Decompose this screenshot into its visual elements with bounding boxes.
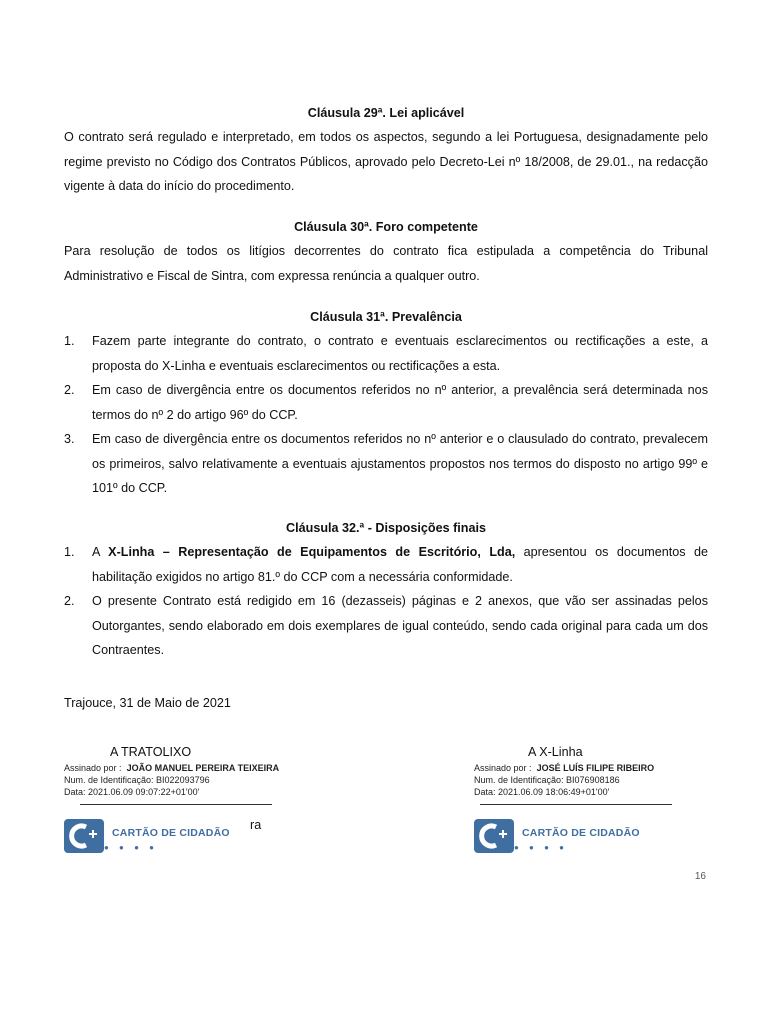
signed-by-label: Assinado por :: [474, 763, 532, 773]
signature-line: [80, 804, 272, 805]
list-number: 2.: [64, 594, 75, 608]
signature-party: A TRATOLIXO: [110, 745, 192, 759]
clause-32: [64, 516, 708, 663]
citizen-card-icon: [474, 819, 514, 853]
list-item-text: Em caso de divergência entre os documentos referidos no nº anterior e o clausulado do contrato, prevalecem os primeiros, salvo relativamente a eventuais ajustamentos propostos nos termos do disposto no artigo 99º e 101º do CCP.: [92, 432, 708, 495]
list-number: 3.: [64, 432, 75, 446]
list-number: 2.: [64, 383, 75, 397]
citizen-card-dots: ● ● ● ●: [104, 843, 158, 852]
list-number: 1.: [64, 334, 75, 348]
clause-30-title: Cláusula 30ª. Foro competente: [294, 220, 478, 234]
clause-32-title: Cláusula 32.ª - Disposições finais: [286, 521, 486, 535]
list-item-prefix: A: [92, 545, 109, 559]
signature-left: [64, 744, 344, 853]
signer-id: Num. de Identificação: BI076908186: [474, 775, 620, 785]
stray-text: ra: [250, 818, 262, 832]
company-name: X-Linha – Representação de Equipamentos de Escritório, Lda,: [108, 545, 516, 559]
citizen-card-label: CARTÃO DE CIDADÃO: [112, 827, 230, 839]
signer-name: JOÃO MANUEL PEREIRA TEIXEIRA: [126, 763, 280, 773]
signature-line: [480, 804, 672, 805]
list-item: [64, 378, 708, 427]
list-item-text: apresentou os documentos de habilitação exigidos no artigo 81.º do CCP com a necessária conformidade.: [92, 545, 708, 584]
clause-30-text: Para resolução de todos os litígios decorrentes do contrato fica estipulada a competência do Tribunal Administrativo e Fiscal de Sintra, com expressa renúncia a qualquer outro.: [64, 244, 708, 283]
signature-details: [64, 762, 344, 798]
citizen-card-label: CARTÃO DE CIDADÃO: [522, 827, 640, 839]
list-item: [64, 329, 708, 378]
signature-right: [474, 744, 754, 853]
citizen-card-dots: ● ● ● ●: [514, 843, 568, 852]
clause-29-title: Cláusula 29ª. Lei aplicável: [307, 106, 465, 120]
signer-id: Num. de Identificação: BI022093796: [64, 775, 210, 785]
signature-date: Data: 2021.06.09 09:07:22+01'00': [64, 787, 200, 797]
clause-29-text: O contrato será regulado e interpretado, em todos os aspectos, segundo a lei Portuguesa, designadamente pelo regime previsto no Código dos Contratos Públicos, aprovado pelo Decreto-Lei nº 18/2008, de 29.01., na redacção vigente à data do início do procedimento.: [64, 130, 708, 193]
list-item-text: Em caso de divergência entre os documentos referidos no nº anterior, a prevalência será determinada nos termos do nº 2 do artigo 96º do CCP.: [92, 383, 708, 422]
clause-31: [64, 305, 708, 501]
signature-details: [474, 762, 754, 798]
citizen-card-logo: [64, 819, 344, 853]
list-item-text: O presente Contrato está redigido em 16 (dezasseis) páginas e 2 anexos, que vão ser assinadas pelos Outorgantes, sendo elaborado em dois exemplares de igual conteúdo, sendo cada original para cada um dos Contraentes.: [92, 594, 708, 657]
date-place: Trajouce, 31 de Maio de 2021: [64, 696, 231, 710]
signature-party: A X-Linha: [528, 745, 583, 759]
list-number: 1.: [64, 545, 75, 559]
citizen-card-logo: [474, 819, 754, 853]
list-item: [64, 589, 708, 663]
page-number: 16: [694, 871, 706, 882]
clause-31-title: Cláusula 31ª. Prevalência: [310, 310, 462, 324]
clause-29: [64, 101, 708, 199]
list-item-text: Fazem parte integrante do contrato, o contrato e eventuais esclarecimentos ou rectificações a este, a proposta do X-Linha e eventuais esclarecimentos ou rectificações a esta.: [92, 334, 708, 373]
list-item: [64, 540, 708, 589]
clause-30: [64, 215, 708, 288]
signed-by-label: Assinado por :: [64, 763, 122, 773]
citizen-card-icon: [64, 819, 104, 853]
list-item: [64, 427, 708, 501]
signature-date: Data: 2021.06.09 18:06:49+01'00': [474, 787, 610, 797]
signer-name: JOSÉ LUÍS FILIPE RIBEIRO: [536, 763, 655, 773]
